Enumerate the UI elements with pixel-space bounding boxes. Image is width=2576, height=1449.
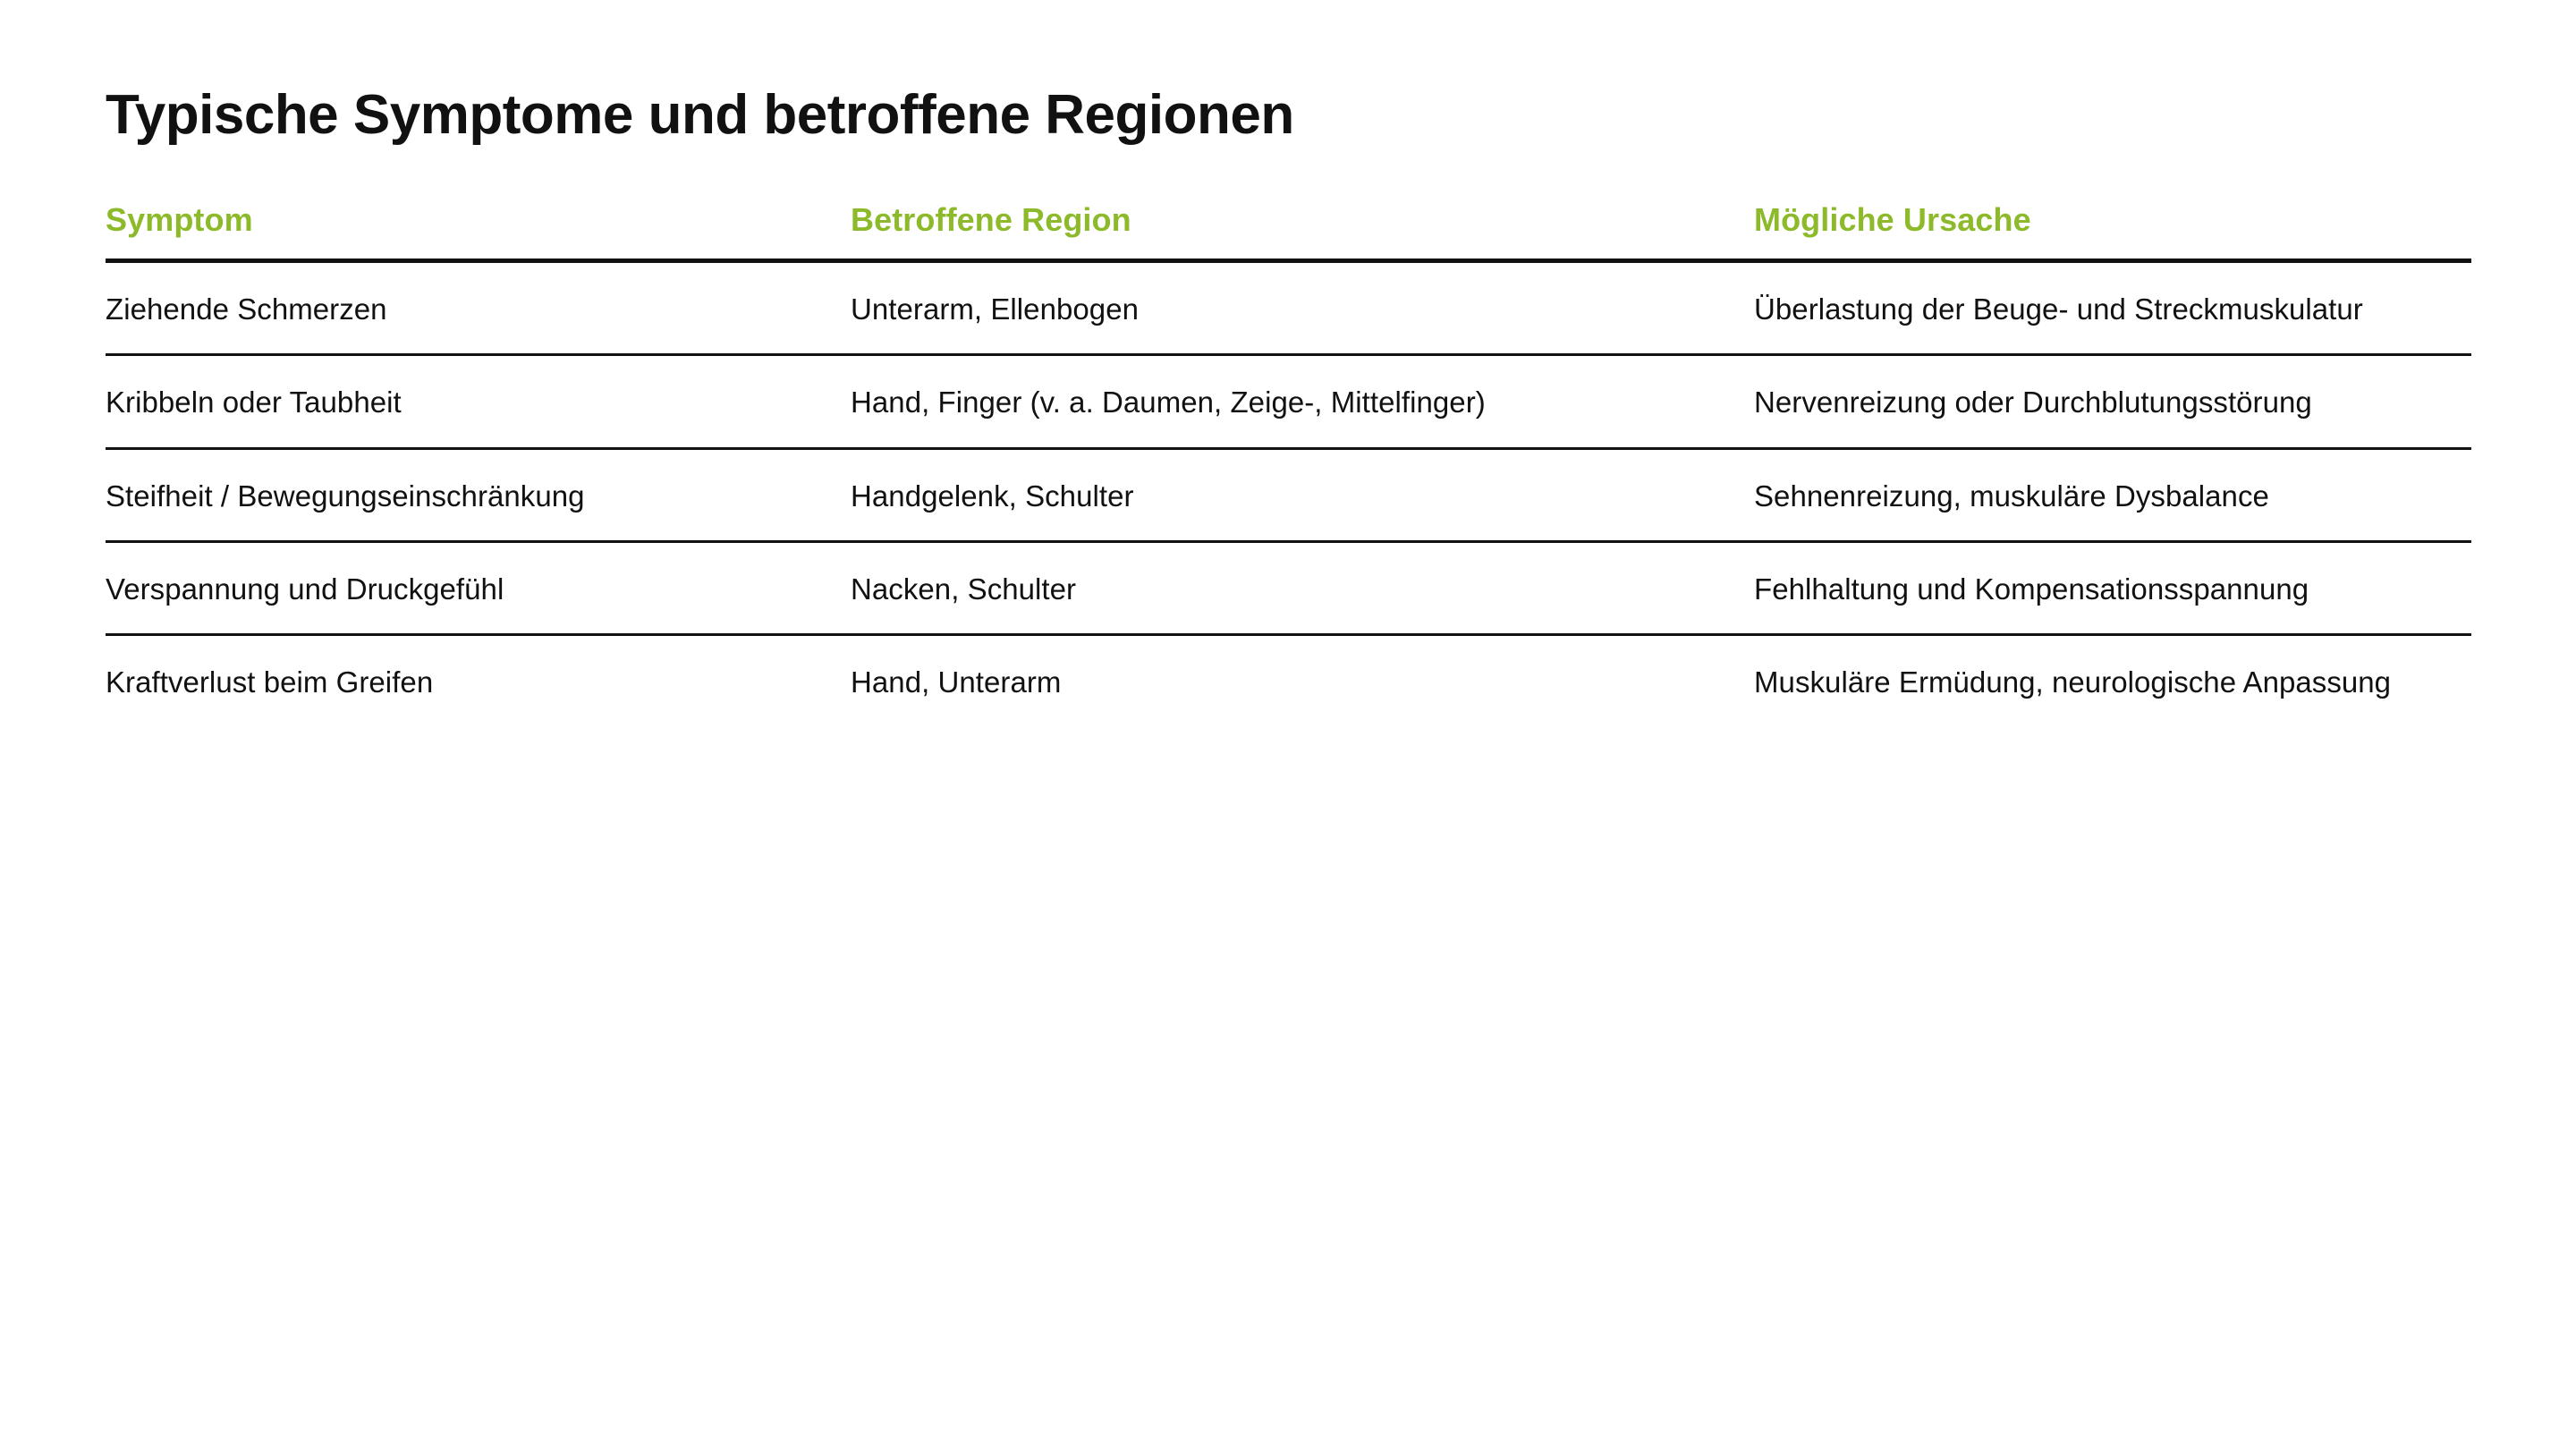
cell-cause: Überlastung der Beuge- und Streckmuskulatur xyxy=(1754,292,2363,326)
cell-region: Hand, Finger (v. a. Daumen, Zeige-, Mittelfinger) xyxy=(851,386,1486,419)
table-row xyxy=(106,261,2471,355)
table-row xyxy=(106,541,2471,634)
page-title: Typische Symptome und betroffene Regionen xyxy=(106,84,1294,146)
symptom-table xyxy=(106,201,2471,726)
cell-region: Hand, Unterarm xyxy=(851,665,1062,699)
cell-region: Handgelenk, Schulter xyxy=(851,479,1134,513)
table-row xyxy=(106,448,2471,541)
column-header-symptom: Symptom xyxy=(106,201,253,239)
cell-cause: Muskuläre Ermüdung, neurologische Anpassung xyxy=(1754,665,2392,699)
table-row xyxy=(106,355,2471,448)
table-header-row xyxy=(106,201,2471,261)
cell-symptom: Ziehende Schmerzen xyxy=(106,292,387,326)
column-header-cause: Mögliche Ursache xyxy=(1754,201,2031,239)
table-body xyxy=(106,261,2471,727)
cell-symptom: Steifheit / Bewegungseinschränkung xyxy=(106,479,585,513)
cell-symptom: Kribbeln oder Taubheit xyxy=(106,386,402,419)
cell-symptom: Verspannung und Druckgefühl xyxy=(106,572,504,606)
cell-symptom: Kraftverlust beim Greifen xyxy=(106,665,434,699)
cell-cause: Nervenreizung oder Durchblutungsstörung xyxy=(1754,386,2312,419)
cell-region: Nacken, Schulter xyxy=(851,572,1077,606)
table-row xyxy=(106,635,2471,727)
column-header-region: Betroffene Region xyxy=(851,201,1131,239)
cell-cause: Sehnenreizung, muskuläre Dysbalance xyxy=(1754,479,2269,513)
table-header xyxy=(106,201,2471,261)
cell-cause: Fehlhaltung und Kompensationsspannung xyxy=(1754,572,2309,606)
cell-region: Unterarm, Ellenbogen xyxy=(851,292,1140,326)
